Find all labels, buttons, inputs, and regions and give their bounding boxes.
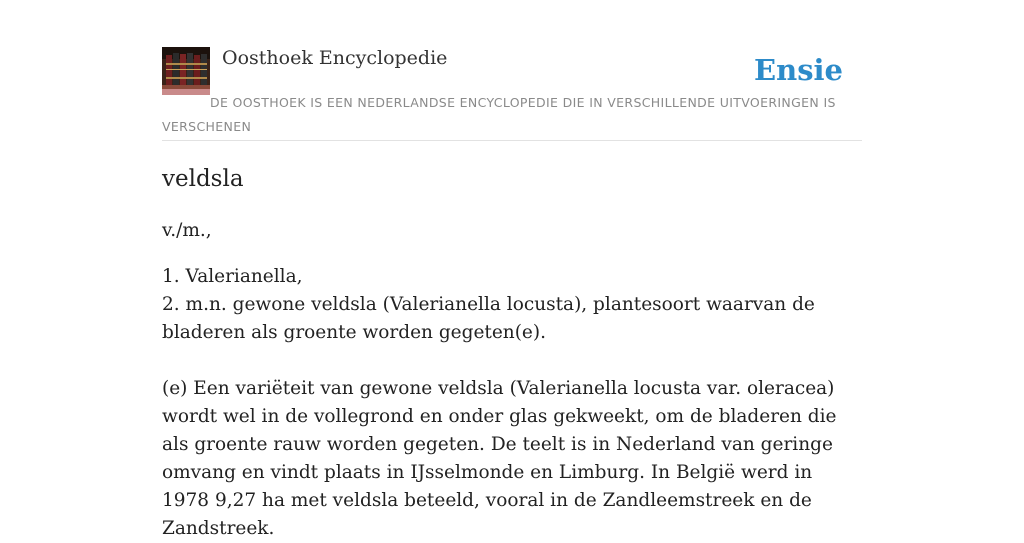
entry-note: (e) Een variëteit van gewone veldsla (Valerianella locusta var. oleracea) wordt wel in de vollegrond en onder glas gekweekt, om de bladeren die als groente rauw worden gegeten. De teelt is in Nederland van geringe omvang en vindt plaats in IJsselmonde en Limburg. In België werd in 1978 9,27 ha met veldsla beteeld, vooral in de Zandleemstreek en de Zandstreek. bbox=[162, 378, 837, 539]
part-of-speech: v./m., bbox=[162, 220, 212, 241]
entry-title: veldsla bbox=[162, 166, 244, 192]
definition-list bbox=[162, 263, 862, 347]
avatar[interactable] bbox=[162, 47, 210, 95]
encyclopedia-books-icon bbox=[162, 47, 210, 95]
definition-item: 1. Valerianella, bbox=[162, 266, 303, 287]
site-header bbox=[162, 46, 862, 141]
brand-logo[interactable]: Ensie bbox=[754, 53, 843, 87]
site-tagline: DE OOSTHOEK IS EEN NEDERLANDSE ENCYCLOPEDIE DIE IN VERSCHILLENDE UITVOERINGEN IS VERSCHENEN bbox=[162, 95, 836, 134]
definition-item: 2. m.n. gewone veldsla (Valerianella locusta), plantesoort waarvan de bladeren als groente worden gegeten(e). bbox=[162, 294, 815, 343]
site-name[interactable]: Oosthoek Encyclopedie bbox=[222, 47, 448, 69]
page bbox=[162, 0, 862, 539]
